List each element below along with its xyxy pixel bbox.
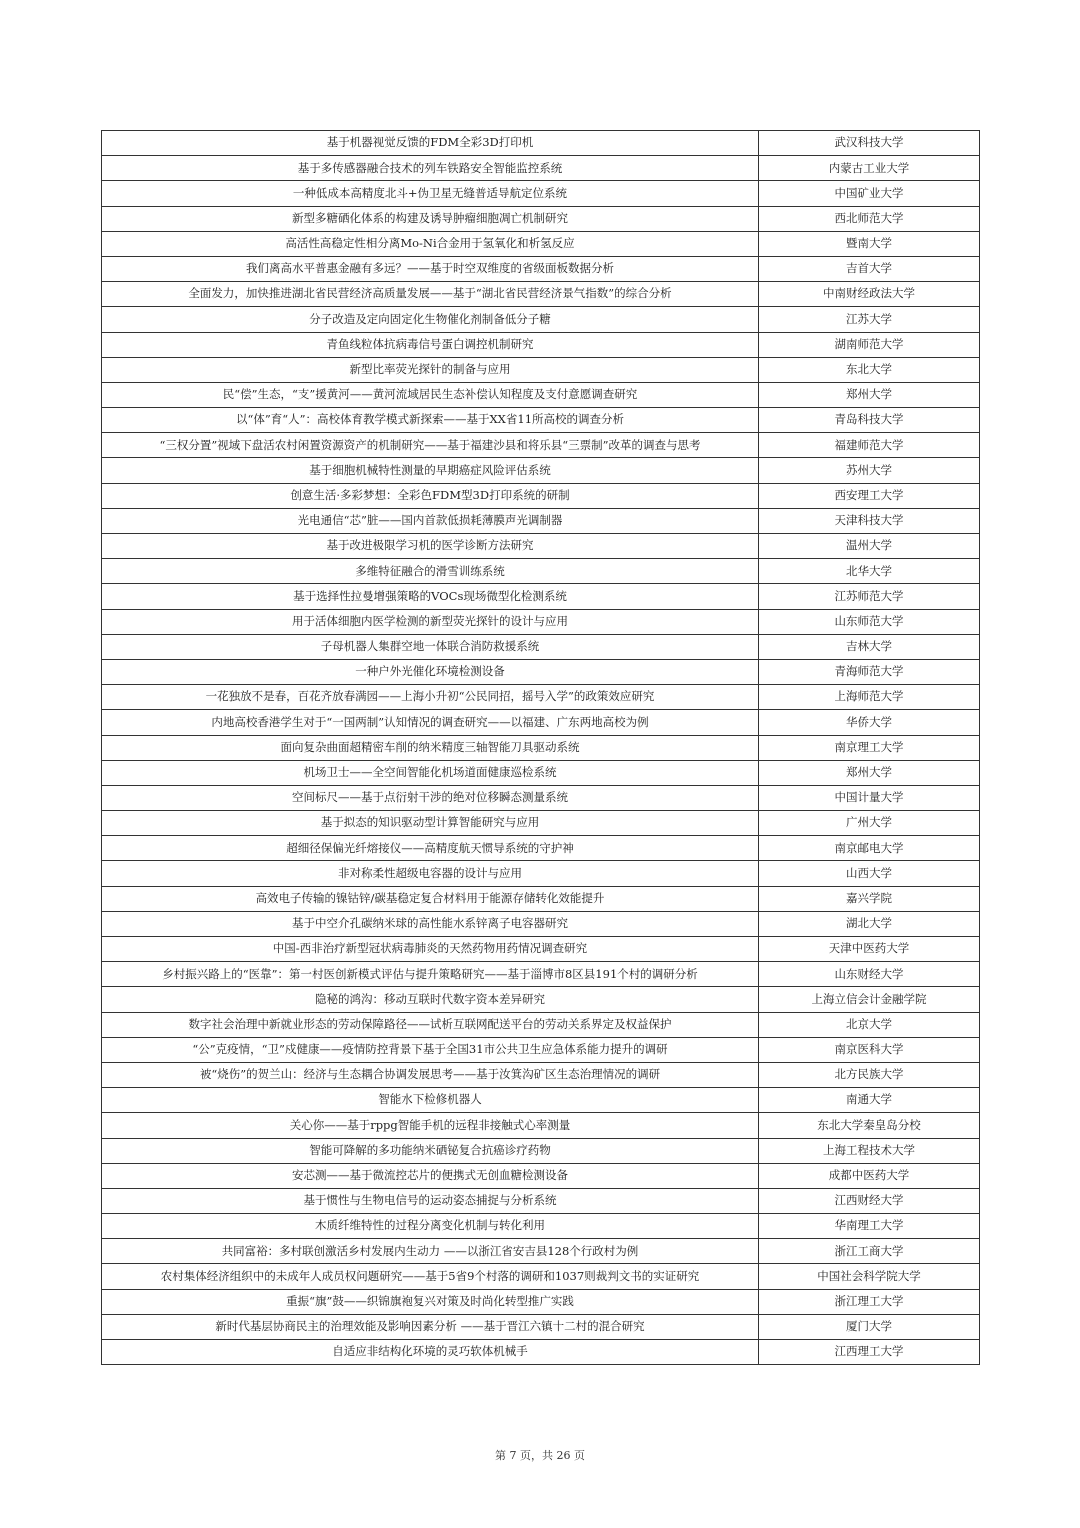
table-row [102,256,980,281]
project-title-cell: “公”克疫情，“卫”戍健康——疫情防控背景下基于全国31市公共卫生应急体系能力提升的调研 [102,1037,759,1062]
table-row [102,332,980,357]
project-title-cell: 基于拟态的知识驱动型计算智能研究与应用 [102,811,759,836]
school-name-cell: 广州大学 [759,811,980,836]
table-row [102,609,980,634]
table-row [102,735,980,760]
project-title-cell: 我们离高水平普惠金融有多远？——基于时空双维度的省级面板数据分析 [102,256,759,281]
school-name-cell: 东北大学 [759,357,980,382]
project-title-cell: 智能水下检修机器人 [102,1088,759,1113]
project-title-cell: 安芯测——基于微流控芯片的便携式无创血糖检测设备 [102,1163,759,1188]
project-title-cell: 新型比率荧光探针的制备与应用 [102,357,759,382]
table-row [102,1264,980,1289]
table-row [102,1037,980,1062]
table-row [102,1289,980,1314]
table-row [102,458,980,483]
school-name-cell: 湖北大学 [759,911,980,936]
table-row [102,181,980,206]
table-row [102,433,980,458]
school-name-cell: 福建师范大学 [759,433,980,458]
project-title-cell: 基于惯性与生物电信号的运动姿态捕捉与分析系统 [102,1188,759,1213]
school-name-cell: 山东师范大学 [759,609,980,634]
project-table [101,130,980,1365]
table-row [102,1088,980,1113]
school-name-cell: 中国社会科学院大学 [759,1264,980,1289]
project-title-cell: 被“烧伤”的贺兰山：经济与生态耦合协调发展思考——基于汝箕沟矿区生态治理情况的调研 [102,1062,759,1087]
project-title-cell: 基于选择性拉曼增强策略的VOCs现场微型化检测系统 [102,584,759,609]
page-number: 第 7 页，共 26 页 [495,1449,585,1462]
school-name-cell: 吉首大学 [759,256,980,281]
project-title-cell: 重振“旗”鼓——织锦旗袍复兴对策及时尚化转型推广实践 [102,1289,759,1314]
school-name-cell: 华侨大学 [759,710,980,735]
table-row [102,534,980,559]
project-title-cell: 隐秘的鸿沟：移动互联时代数字资本差异研究 [102,987,759,1012]
project-title-cell: 创意生活·多彩梦想：全彩色FDM型3D打印系统的研制 [102,483,759,508]
project-title-cell: “三权分置”视域下盘活农村闲置资源资产的机制研究——基于福建沙县和将乐县“三票制”改革的调查与思考 [102,433,759,458]
table-row [102,1314,980,1339]
project-title-cell: 用于活体细胞内医学检测的新型荧光探针的设计与应用 [102,609,759,634]
school-name-cell: 江苏大学 [759,307,980,332]
table-row [102,937,980,962]
project-title-cell: 民“偿”生态，“支”援黄河——黄河流域居民生态补偿认知程度及支付意愿调查研究 [102,382,759,407]
project-title-cell: 分子改造及定向固定化生物催化剂制备低分子糖 [102,307,759,332]
project-title-cell: 多维特征融合的滑雪训练系统 [102,559,759,584]
project-title-cell: 内地高校香港学生对于“一国两制”认知情况的调查研究——以福建、广东两地高校为例 [102,710,759,735]
project-title-cell: 中国-西非治疗新型冠状病毒肺炎的天然药物用药情况调查研究 [102,937,759,962]
table-row [102,206,980,231]
project-title-cell: 高效电子传输的镍钴锌/碳基稳定复合材料用于能源存储转化效能提升 [102,886,759,911]
school-name-cell: 温州大学 [759,534,980,559]
project-title-cell: 木质纤维特性的过程分离变化机制与转化利用 [102,1214,759,1239]
table-row [102,559,980,584]
school-name-cell: 西安理工大学 [759,483,980,508]
table-row [102,1214,980,1239]
table-row [102,1340,980,1365]
school-name-cell: 青海师范大学 [759,659,980,684]
school-name-cell: 郑州大学 [759,760,980,785]
project-title-cell: 超细径保偏光纤熔接仪——高精度航天惯导系统的守护神 [102,836,759,861]
school-name-cell: 天津中医药大学 [759,937,980,962]
project-title-cell: 青鱼线粒体抗病毒信号蛋白调控机制研究 [102,332,759,357]
school-name-cell: 中国计量大学 [759,785,980,810]
table-row [102,987,980,1012]
table-row [102,785,980,810]
table-row [102,1188,980,1213]
table-row [102,357,980,382]
project-title-cell: 自适应非结构化环境的灵巧软体机械手 [102,1340,759,1365]
school-name-cell: 南京理工大学 [759,735,980,760]
school-name-cell: 上海师范大学 [759,685,980,710]
project-title-cell: 子母机器人集群空地一体联合消防救援系统 [102,634,759,659]
table-row [102,886,980,911]
table-row [102,408,980,433]
table-row [102,685,980,710]
project-title-cell: 基于改进极限学习机的医学诊断方法研究 [102,534,759,559]
project-title-cell: 基于多传感器融合技术的列车铁路安全智能监控系统 [102,156,759,181]
school-name-cell: 厦门大学 [759,1314,980,1339]
table-row [102,634,980,659]
project-title-cell: 全面发力，加快推进湖北省民营经济高质量发展——基于“湖北省民营经济景气指数”的综合分析 [102,282,759,307]
school-name-cell: 暨南大学 [759,231,980,256]
table-row [102,307,980,332]
table-row [102,836,980,861]
project-title-cell: 数字社会治理中新就业形态的劳动保障路径——试析互联网配送平台的劳动关系界定及权益保护 [102,1012,759,1037]
table-row [102,156,980,181]
table-row [102,131,980,156]
project-title-cell: 共同富裕：多村联创激活乡村发展内生动力 ——以浙江省安吉县128个行政村为例 [102,1239,759,1264]
project-title-cell: 以“体”育“人”：高校体育教学模式新探索——基于XX省11所高校的调查分析 [102,408,759,433]
school-name-cell: 北华大学 [759,559,980,584]
table-row [102,811,980,836]
school-name-cell: 南通大学 [759,1088,980,1113]
school-name-cell: 成都中医药大学 [759,1163,980,1188]
school-name-cell: 苏州大学 [759,458,980,483]
table-body [102,131,980,1365]
table-row [102,911,980,936]
project-title-cell: 乡村振兴路上的“医靠”：第一村医创新模式评估与提升策略研究——基于淄博市8区县191个村的调研分析 [102,962,759,987]
table-row [102,282,980,307]
school-name-cell: 上海立信会计金融学院 [759,987,980,1012]
project-title-cell: 新型多糖硒化体系的构建及诱导肿瘤细胞凋亡机制研究 [102,206,759,231]
project-title-cell: 光电通信“芯”脏——国内首款低损耗薄膜声光调制器 [102,508,759,533]
school-name-cell: 浙江理工大学 [759,1289,980,1314]
project-title-cell: 面向复杂曲面超精密车削的纳米精度三轴智能刀具驱动系统 [102,735,759,760]
table-row [102,760,980,785]
school-name-cell: 北京大学 [759,1012,980,1037]
table-row [102,1163,980,1188]
table-row [102,508,980,533]
table-row [102,659,980,684]
school-name-cell: 吉林大学 [759,634,980,659]
table-row [102,584,980,609]
table-row [102,1138,980,1163]
table-row [102,1239,980,1264]
school-name-cell: 内蒙古工业大学 [759,156,980,181]
school-name-cell: 华南理工大学 [759,1214,980,1239]
school-name-cell: 南京医科大学 [759,1037,980,1062]
table-row [102,231,980,256]
project-title-cell: 机场卫士——全空间智能化机场道面健康巡检系统 [102,760,759,785]
school-name-cell: 郑州大学 [759,382,980,407]
project-title-cell: 一种低成本高精度北斗+伪卫星无缝普适导航定位系统 [102,181,759,206]
project-title-cell: 关心你——基于rppg智能手机的远程非接触式心率测量 [102,1113,759,1138]
school-name-cell: 东北大学秦皇岛分校 [759,1113,980,1138]
project-title-cell: 智能可降解的多功能纳米硒铋复合抗癌诊疗药物 [102,1138,759,1163]
table-row [102,1113,980,1138]
project-title-cell: 空间标尺——基于点衍射干涉的绝对位移瞬态测量系统 [102,785,759,810]
project-title-cell: 高活性高稳定性相分离Mo-Ni合金用于氢氧化和析氢反应 [102,231,759,256]
table-row [102,382,980,407]
school-name-cell: 浙江工商大学 [759,1239,980,1264]
school-name-cell: 西北师范大学 [759,206,980,231]
school-name-cell: 嘉兴学院 [759,886,980,911]
project-title-cell: 一种户外光催化环境检测设备 [102,659,759,684]
table-row [102,483,980,508]
project-title-cell: 一花独放不是春，百花齐放春满园——上海小升初“公民同招，摇号入学”的政策效应研究 [102,685,759,710]
project-title-cell: 基于机器视觉反馈的FDM全彩3D打印机 [102,131,759,156]
table-row [102,861,980,886]
school-name-cell: 江西理工大学 [759,1340,980,1365]
school-name-cell: 山东财经大学 [759,962,980,987]
table-row [102,1012,980,1037]
school-name-cell: 上海工程技术大学 [759,1138,980,1163]
project-title-cell: 新时代基层协商民主的治理效能及影响因素分析 ——基于晋江六镇十二村的混合研究 [102,1314,759,1339]
school-name-cell: 青岛科技大学 [759,408,980,433]
project-title-cell: 农村集体经济组织中的未成年人成员权问题研究——基于5省9个村落的调研和1037则裁判文书的实证研究 [102,1264,759,1289]
school-name-cell: 中国矿业大学 [759,181,980,206]
school-name-cell: 南京邮电大学 [759,836,980,861]
school-name-cell: 武汉科技大学 [759,131,980,156]
school-name-cell: 湖南师范大学 [759,332,980,357]
table-row [102,962,980,987]
project-title-cell: 基于细胞机械特性测量的早期癌症风险评估系统 [102,458,759,483]
school-name-cell: 山西大学 [759,861,980,886]
school-name-cell: 江苏师范大学 [759,584,980,609]
project-title-cell: 非对称柔性超级电容器的设计与应用 [102,861,759,886]
school-name-cell: 江西财经大学 [759,1188,980,1213]
school-name-cell: 中南财经政法大学 [759,282,980,307]
project-title-cell: 基于中空介孔碳纳米球的高性能水系锌离子电容器研究 [102,911,759,936]
school-name-cell: 天津科技大学 [759,508,980,533]
school-name-cell: 北方民族大学 [759,1062,980,1087]
table-row [102,710,980,735]
table-row [102,1062,980,1087]
